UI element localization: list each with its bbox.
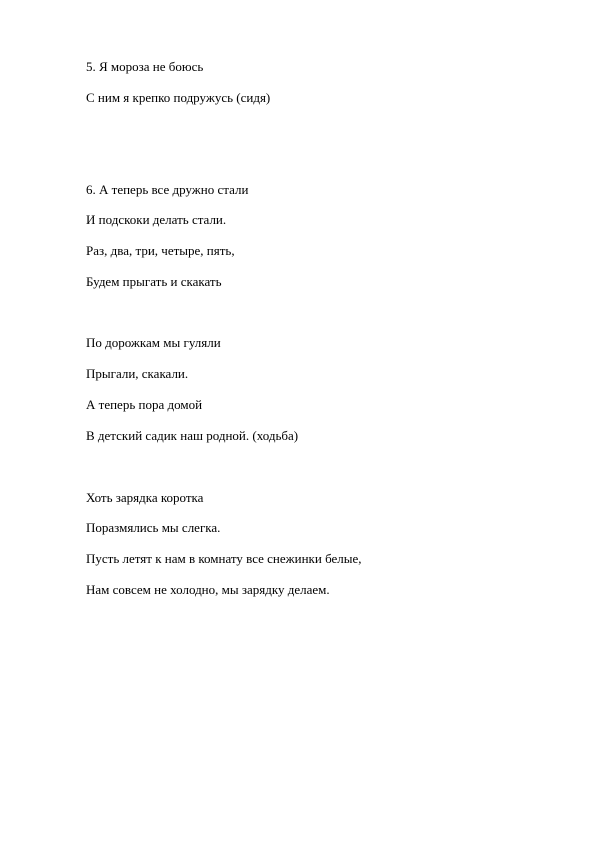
text-line: Поразмялись мы слегка. [86, 520, 221, 535]
text-line: Нам совсем не холодно, мы зарядку делаем. [86, 582, 330, 597]
text-line: С ним я крепко подружусь (сидя) [86, 90, 271, 105]
text-line: Прыгали, скакали. [86, 366, 189, 381]
text-line: Раз, два, три, четыре, пять, [86, 243, 235, 258]
text-line: В детский садик наш родной. (ходьба) [86, 428, 299, 443]
text-line: 6. А теперь все дружно стали [86, 182, 249, 197]
text-line: Пусть летят к нам в комнату все снежинки белые, [86, 551, 362, 566]
text-line: По дорожкам мы гуляли [86, 335, 221, 350]
text-line: И подскоки делать стали. [86, 212, 227, 227]
text-line: 5. Я мороза не боюсь [86, 59, 204, 74]
text-line: Хоть зарядка коротка [86, 490, 204, 505]
text-line: Будем прыгать и скакать [86, 274, 222, 289]
text-line: А теперь пора домой [86, 397, 203, 412]
